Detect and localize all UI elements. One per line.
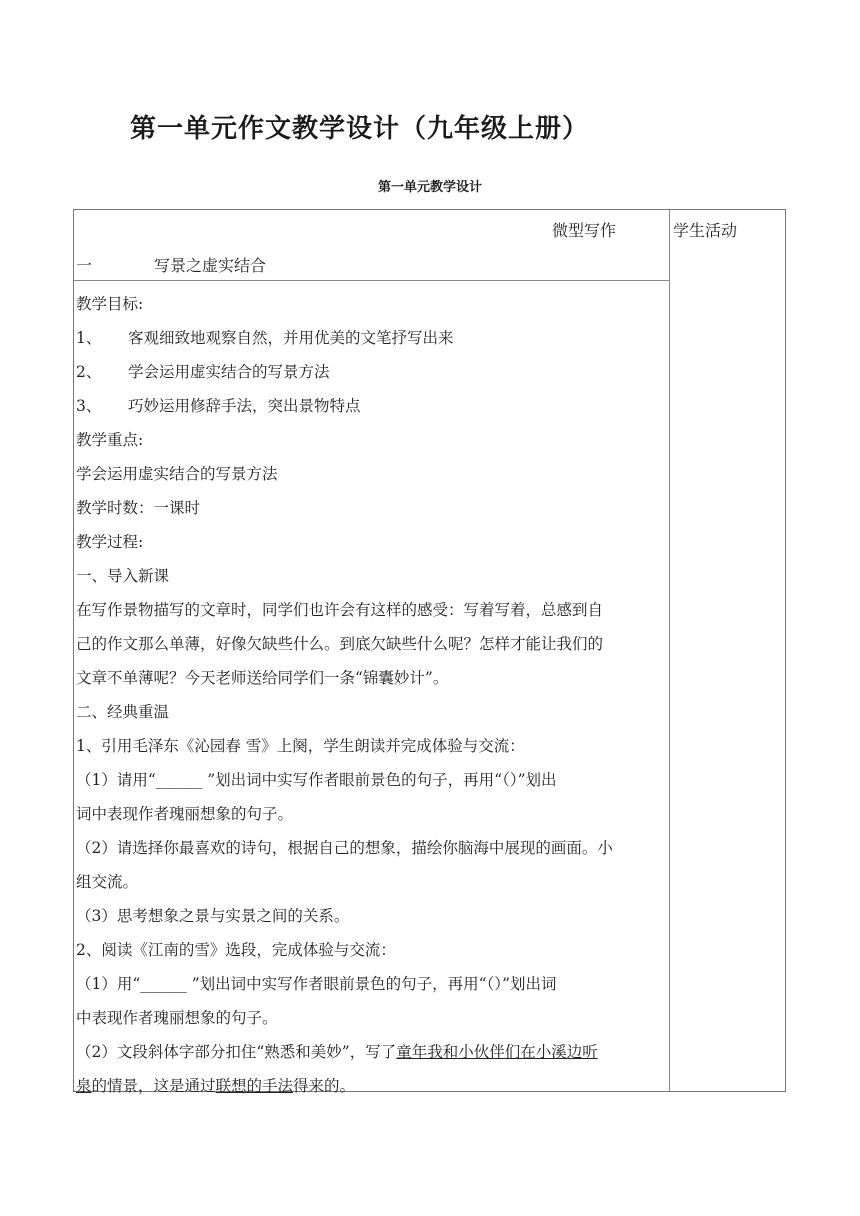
item2-text: 2、阅读《江南的雪》选段，完成体验与交流： (76, 941, 396, 959)
goal-text: 客观细致地观察自然，并用优美的文笔抒写出来 (128, 329, 454, 347)
process-heading: 教学过程: (76, 533, 144, 551)
goals-heading: 教学目标: (76, 295, 144, 313)
item1-text: 1、引用毛泽东《沁园春 雪》上阕，学生朗读并完成体验与交流： (76, 737, 525, 755)
paragraph-line (76, 1069, 669, 1103)
paragraph-line: （1）用“______ ”划出词中实写作者眼前景色的句子，再用“（）”划出词 (76, 975, 557, 993)
goal-item (76, 389, 669, 423)
underlined-text: 联想的手法 (215, 1077, 294, 1095)
paragraph-line: 在写作景物描写的文章时，同学们也许会有这样的感受：写着写着，总感到自 (76, 601, 604, 619)
goal-item (76, 321, 669, 355)
paragraph-line: 组交流。 (76, 873, 139, 891)
column-divider (669, 210, 670, 1091)
paragraph-line: 己的作文那么单薄，好像欠缺些什么。到底欠缺些什么呢？怎样才能让我们的 (76, 635, 604, 653)
paragraph-line: （2）请选择你最喜欢的诗句，根据自己的想象，描绘你脑海中展现的画面。小 (76, 839, 613, 857)
goal-number: 1、 (76, 329, 102, 347)
text-segment: 得来的。 (293, 1077, 356, 1095)
header-divider (74, 280, 669, 281)
paragraph-line: 词中表现作者瑰丽想象的句子。 (76, 805, 294, 823)
part1-heading: 一、导入新课 (76, 567, 170, 585)
section-topic: 写景之虚实结合 (154, 256, 267, 275)
section-number: 一 (76, 256, 93, 275)
goal-text: 学会运用虚实结合的写景方法 (128, 363, 330, 381)
underlined-text: 泉 (76, 1077, 92, 1095)
text-segment: （2）文段斜体字部分扣住“熟悉和美妙”，写了 (76, 1043, 397, 1061)
part2-heading: 二、经典重温 (76, 703, 170, 721)
focus-text: 学会运用虚实结合的写景方法 (76, 465, 278, 483)
paragraph-line (76, 1035, 669, 1069)
goal-number: 2、 (76, 363, 102, 381)
header-activity-label: 学生活动 (673, 221, 738, 240)
paragraph-line: （3）思考想象之景与实景之间的关系。 (76, 907, 350, 925)
goal-item (76, 355, 669, 389)
lesson-content (76, 287, 669, 1103)
goal-number: 3、 (76, 397, 102, 415)
document-subtitle: 第一单元教学设计 (377, 180, 482, 195)
underlined-text: 童年我和小伙伴们在小溪边听 (396, 1043, 598, 1061)
goal-text: 巧妙运用修辞手法，突出景物特点 (128, 397, 361, 415)
lesson-table (73, 209, 786, 1095)
text-segment: 的情景，这是通过 (91, 1077, 216, 1095)
header-type-label: 微型写作 (552, 221, 617, 240)
hours-text: 教学时数：一课时 (76, 499, 201, 517)
paragraph-line: 中表现作者瑰丽想象的句子。 (76, 1009, 278, 1027)
paragraph-line: 文章不单薄呢？今天老师送给同学们一条“锦囊妙计”。 (76, 669, 449, 687)
focus-heading: 教学重点: (76, 431, 144, 449)
paragraph-line: （1）请用“______ ”划出词中实写作者眼前景色的句子，再用“（）”划出 (76, 771, 557, 789)
document-title: 第一单元作文教学设计（九年级上册） (130, 114, 590, 144)
